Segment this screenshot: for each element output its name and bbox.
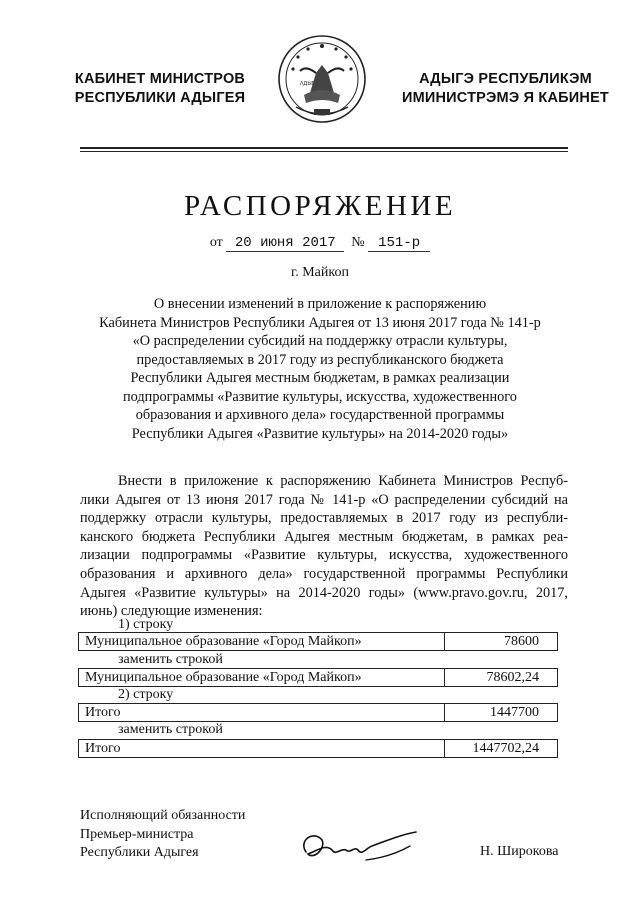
body-line: канского бюджета Республики Адыгея местным бюджетам, в рамках реа- <box>80 528 568 545</box>
document-number: 151-р <box>368 236 430 252</box>
table-row-new-2 <box>78 739 558 758</box>
body-line: июнь) следующие изменения: <box>80 603 263 620</box>
body-line: образования и архивного дела» государственной программы Республики <box>80 565 568 582</box>
table-row-old-2 <box>78 703 558 722</box>
handwritten-signature-icon <box>292 822 422 872</box>
table-row-old-1 <box>78 632 558 651</box>
svg-text:ΛДЫГ: ΛДЫГ <box>300 81 315 87</box>
body-line: Адыгея «Развитие культуры» на 2014-2020 годы» (www.pravo.gov.ru, 2017, <box>80 584 568 601</box>
signatory-line: Республики Адыгея <box>80 845 199 860</box>
header-rule-2 <box>80 151 568 152</box>
row-value: 78602,24 <box>445 669 558 687</box>
subject-line: предоставляемых в 2017 году из республиканского бюджета <box>136 351 504 368</box>
body-line: лизации подпрограммы «Развитие культуры, искусства, художественного <box>80 547 568 564</box>
header-left <box>60 70 260 108</box>
subject-line: «О распределении субсидий на поддержку отрасли культуры, <box>132 333 508 349</box>
document-date: 20 июня 2017 <box>226 236 344 252</box>
item-2-label: 2) строку <box>118 687 174 702</box>
row-value: 1447700 <box>445 704 558 722</box>
subject-line: подпрограммы «Развитие культуры, искусства, художественного <box>123 388 517 405</box>
row-value: 78600 <box>445 633 558 651</box>
replace-2-label: заменить строкой <box>118 722 223 737</box>
number-label: № <box>351 235 365 250</box>
subject-line: образования и архивного дела» государственной программы <box>135 407 505 423</box>
subject-line: Республики Адыгея «Развитие культуры» на 2014-2020 годы» <box>131 425 509 442</box>
body-line: Внести в приложение к распоряжению Кабинета Министров Респуб- <box>118 473 568 489</box>
subject-line: Кабинета Министров Республики Адыгея от 13 июня 2017 года № 141-р <box>99 314 541 331</box>
replace-1-label: заменить строкой <box>118 652 223 667</box>
table-row <box>79 633 558 651</box>
body-line: лики Адыгея от 13 июня 2017 года № 141-р «О распределении субсидий на <box>80 491 568 508</box>
row-name: Итого <box>79 740 445 758</box>
table-row <box>79 669 558 687</box>
row-value: 1447702,24 <box>445 740 558 758</box>
table-row-new-1 <box>78 668 558 687</box>
signatory-position <box>80 807 245 863</box>
item-1-label: 1) строку <box>118 617 174 632</box>
header-left-line-1: КАБИНЕТ МИНИСТРОВ <box>74 71 246 87</box>
subject-block <box>60 295 580 443</box>
row-name: Итого <box>79 704 445 722</box>
date-from-label: от <box>209 235 223 250</box>
header-right <box>383 70 628 108</box>
row-name: Муниципальное образование «Город Майкоп» <box>79 633 445 651</box>
table-row <box>79 704 558 722</box>
subject-line: Республики Адыгея местным бюджетам, в рамках реализации <box>130 370 510 386</box>
signatory-line: Исполняющий обязанности <box>80 808 246 823</box>
date-number-line <box>0 235 640 252</box>
body-line: поддержку отрасли культуры, предоставляемых в 2017 году из республи- <box>80 510 568 527</box>
header-rule-1 <box>80 147 568 149</box>
table-row <box>79 740 558 758</box>
header-left-line-2: РЕСПУБЛИКИ АДЫГЕЯ <box>74 90 246 106</box>
subject-line: О внесении изменений в приложение к распоряжению <box>153 296 487 312</box>
header-right-line-2: ИМИНИСТРЭМЭ Я КАБИНЕТ <box>401 90 609 106</box>
body-paragraph <box>80 472 568 621</box>
header-right-line-1: АДЫГЭ РЕСПУБЛИКЭМ <box>419 71 592 87</box>
document-title: РАСПОРЯЖЕНИЕ <box>183 190 457 222</box>
row-name: Муниципальное образование «Город Майкоп» <box>79 669 445 687</box>
signatory-name: Н. Широкова <box>480 844 559 859</box>
coat-of-arms-icon <box>276 29 368 135</box>
signatory-line: Премьер-министра <box>80 826 194 842</box>
city: г. Майкоп <box>291 265 349 280</box>
